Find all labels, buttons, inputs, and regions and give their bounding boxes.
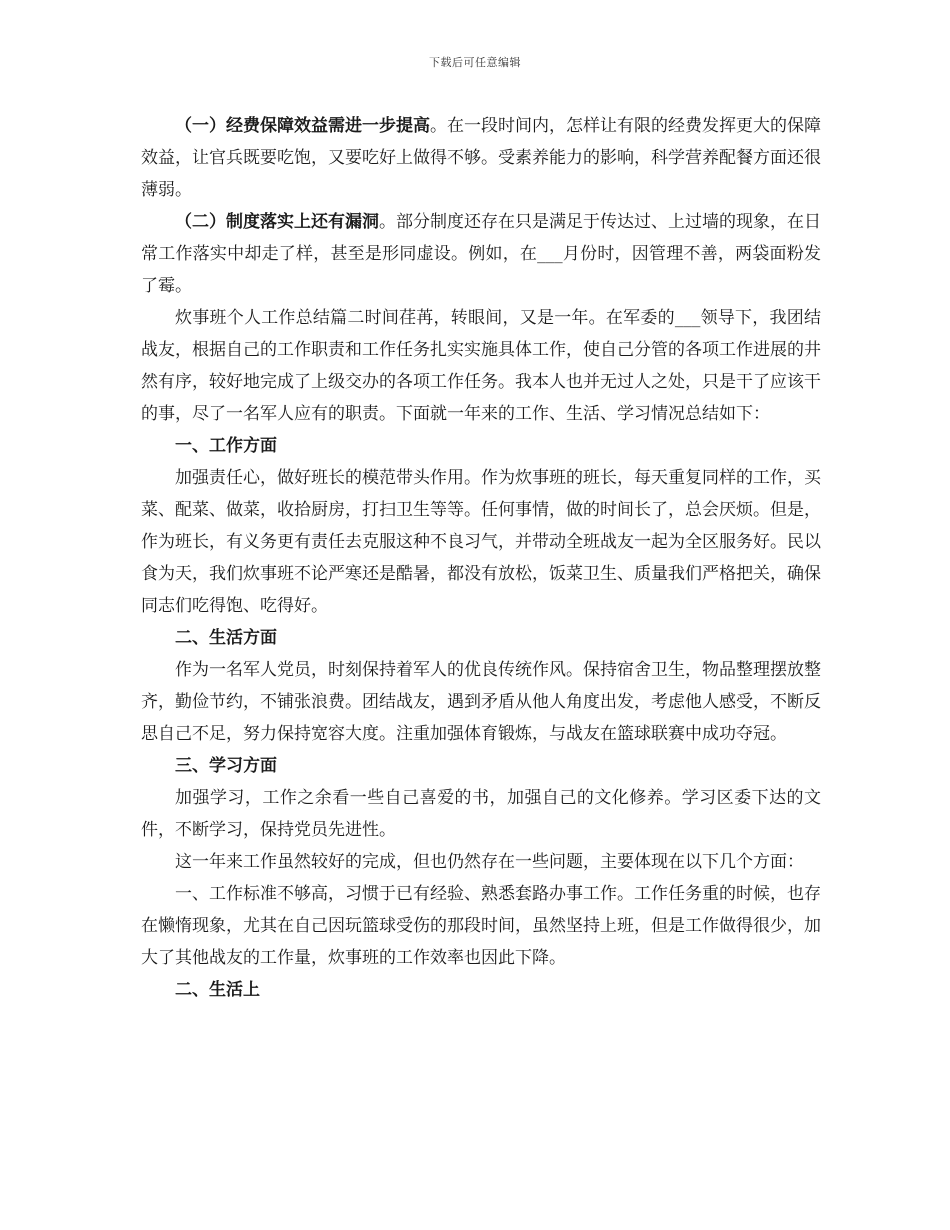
heading-life: 二、生活方面 xyxy=(175,628,277,648)
paragraph-system-text: 。部分制度还存在只是满足于传达过、上过墙的现象，在日常工作落实中却走了样，甚至是形同虚设。例如，在___月份时，因管理不善，两袋面粉发了霉。 xyxy=(141,212,821,296)
document-body xyxy=(141,110,821,1006)
paragraph-funding xyxy=(141,110,821,206)
paragraph-work: 加强责任心，做好班长的模范带头作用。作为炊事班的班长，每天重复同样的工作，买菜、配菜、做菜，收拾厨房，打扫卫生等等。任何事情，做的时间长了，总会厌烦。但是，作为班长，有义务更有责任去克服这种不良习气，并带动全班战友一起为全区服务好。民以食为天，我们炊事班不论严寒还是酷暑，都没有放松，饭菜卫生、质量我们严格把关，确保同志们吃得饱、吃得好。 xyxy=(141,468,821,616)
paragraph-summary-intro: 炊事班个人工作总结篇二时间荏苒，转眼间，又是一年。在军委的___领导下，我团结战友，根据自己的工作职责和工作任务扎实实施具体工作，使自己分管的各项工作进展的井然有序，较好地完成了上级交办的各项工作任务。我本人也并无过人之处，只是干了应该干的事，尽了一名军人应有的职责。下面就一年来的工作、生活、学习情况总结如下： xyxy=(141,308,821,424)
paragraph-system xyxy=(141,206,821,302)
heading-life-issues: 二、生活上 xyxy=(175,980,260,1000)
heading-funding: （一）经费保障效益需进一步提高 xyxy=(175,116,430,136)
page-header: 下载后可任意编辑 xyxy=(429,56,521,69)
heading-system: （二）制度落实上还有漏洞 xyxy=(175,212,379,232)
paragraph-life: 作为一名军人党员，时刻保持着军人的优良传统作风。保持宿舍卫生，物品整理摆放整齐，勤俭节约，不铺张浪费。团结战友，遇到矛盾从他人角度出发，考虑他人感受，不断反思自己不足，努力保持宽容大度。注重加强体育锻炼，与战友在篮球联赛中成功夺冠。 xyxy=(141,660,821,744)
heading-work: 一、工作方面 xyxy=(175,436,277,456)
paragraph-problem-one: 一、工作标准不够高，习惯于已有经验、熟悉套路办事工作。工作任务重的时候，也存在懒惰现象，尤其在自己因玩篮球受伤的那段时间，虽然坚持上班，但是工作做得很少，加大了其他战友的工作量，炊事班的工作效率也因此下降。 xyxy=(141,884,821,968)
paragraph-funding-text: 。在一段时间内，怎样让有限的经费发挥更大的保障效益，让官兵既要吃饱，又要吃好上做得不够。受素养能力的影响，科学营养配餐方面还很薄弱。 xyxy=(141,116,821,200)
paragraph-problems-intro: 这一年来工作虽然较好的完成，但也仍然存在一些问题，主要体现在以下几个方面： xyxy=(175,852,804,872)
heading-study: 三、学习方面 xyxy=(175,756,277,776)
paragraph-study: 加强学习，工作之余看一些自己喜爱的书，加强自己的文化修养。学习区委下达的文件，不断学习，保持党员先进性。 xyxy=(141,788,821,840)
